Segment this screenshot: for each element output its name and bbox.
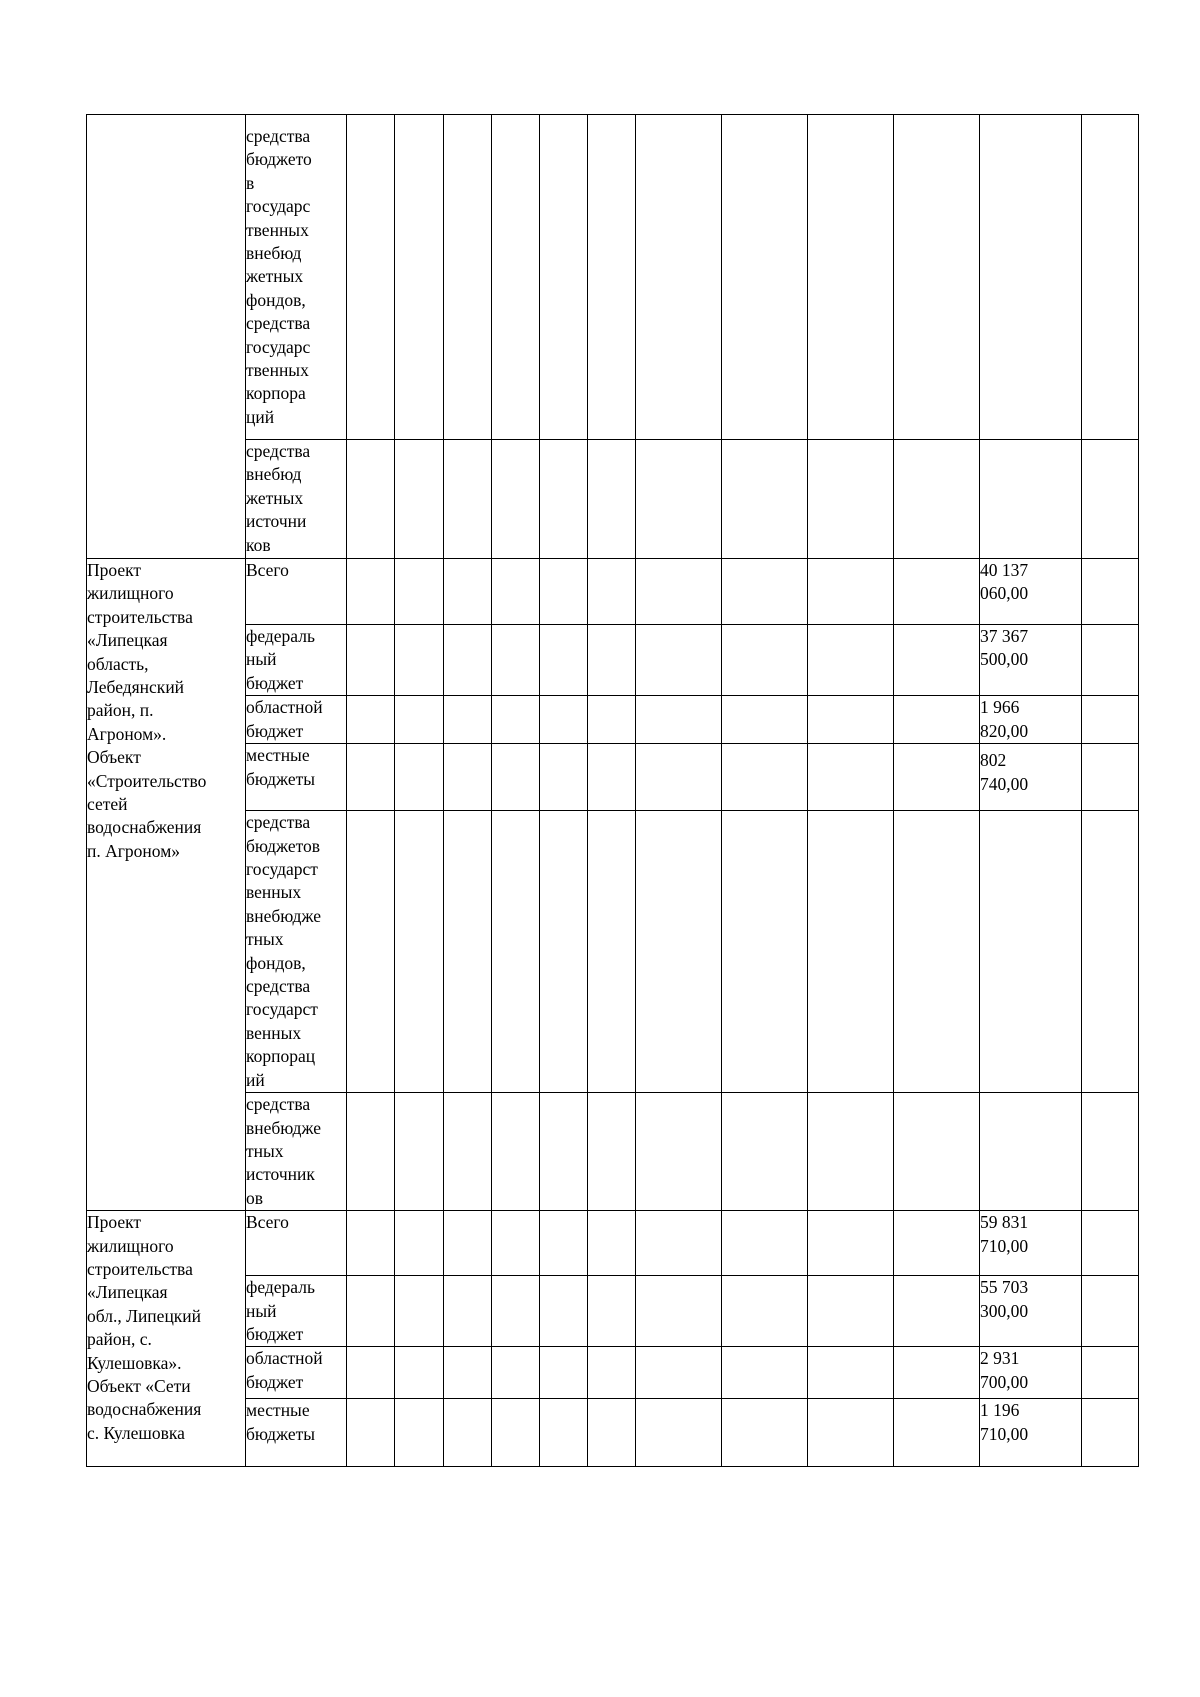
empty-cell bbox=[395, 1211, 444, 1276]
project-name-cell bbox=[87, 559, 246, 1211]
empty-cell bbox=[636, 1211, 722, 1276]
empty-cell bbox=[444, 811, 492, 1093]
empty-cell bbox=[1082, 1211, 1139, 1276]
empty-cell bbox=[347, 1276, 395, 1347]
funding-source-label: федераль ный бюджет bbox=[246, 626, 315, 693]
empty-cell bbox=[722, 1211, 808, 1276]
empty-cell bbox=[347, 811, 395, 1093]
empty-cell bbox=[722, 811, 808, 1093]
empty-cell bbox=[395, 1093, 444, 1211]
empty-cell bbox=[894, 1347, 980, 1399]
empty-cell bbox=[395, 1347, 444, 1399]
amount-value: 40 137 060,00 bbox=[980, 560, 1029, 604]
empty-cell bbox=[808, 1093, 894, 1211]
empty-cell bbox=[588, 696, 636, 744]
empty-cell bbox=[540, 559, 588, 625]
empty-cell bbox=[444, 625, 492, 696]
amount-cell bbox=[980, 115, 1082, 440]
funding-source-cell bbox=[246, 625, 347, 696]
empty-cell bbox=[492, 696, 540, 744]
funding-source-cell bbox=[246, 1093, 347, 1211]
empty-cell bbox=[636, 1347, 722, 1399]
empty-cell bbox=[588, 744, 636, 811]
empty-cell bbox=[808, 559, 894, 625]
empty-cell bbox=[722, 696, 808, 744]
empty-cell bbox=[722, 559, 808, 625]
empty-cell bbox=[444, 696, 492, 744]
amount-cell bbox=[980, 559, 1082, 625]
empty-cell bbox=[444, 115, 492, 440]
empty-cell bbox=[722, 744, 808, 811]
amount-cell bbox=[980, 1211, 1082, 1276]
empty-cell bbox=[395, 1276, 444, 1347]
empty-cell bbox=[1082, 1276, 1139, 1347]
amount-value: 802 740,00 bbox=[980, 750, 1029, 794]
empty-cell bbox=[636, 744, 722, 811]
empty-cell bbox=[808, 1399, 894, 1467]
project-name: Проект жилищного строительства «Липецкая область, Лебедянский район, п. Агроном». Объект «Строительство сетей водоснабжения п. Агроном» bbox=[87, 560, 207, 861]
empty-cell bbox=[894, 559, 980, 625]
funding-source-cell bbox=[246, 559, 347, 625]
project-name-cell bbox=[87, 1211, 246, 1467]
amount-cell bbox=[980, 811, 1082, 1093]
empty-cell bbox=[722, 115, 808, 440]
funding-source-label: средства бюджетов государст венных внебюдже тных фондов, средства государст венных корпорац ий bbox=[246, 812, 322, 1090]
empty-cell bbox=[444, 440, 492, 559]
empty-cell bbox=[395, 811, 444, 1093]
empty-cell bbox=[894, 1211, 980, 1276]
amount-cell bbox=[980, 696, 1082, 744]
empty-cell bbox=[444, 1093, 492, 1211]
amount-value: 1 196 710,00 bbox=[980, 1400, 1029, 1444]
empty-cell bbox=[588, 440, 636, 559]
empty-cell bbox=[395, 744, 444, 811]
empty-cell bbox=[808, 1347, 894, 1399]
empty-cell bbox=[722, 1093, 808, 1211]
empty-cell bbox=[540, 625, 588, 696]
empty-cell bbox=[588, 115, 636, 440]
empty-cell bbox=[894, 1399, 980, 1467]
empty-cell bbox=[540, 115, 588, 440]
empty-cell bbox=[347, 1211, 395, 1276]
empty-cell bbox=[808, 1276, 894, 1347]
empty-cell bbox=[894, 744, 980, 811]
empty-cell bbox=[492, 115, 540, 440]
empty-cell bbox=[540, 744, 588, 811]
empty-cell bbox=[395, 440, 444, 559]
empty-cell bbox=[492, 811, 540, 1093]
empty-cell bbox=[444, 1347, 492, 1399]
empty-cell bbox=[492, 1347, 540, 1399]
empty-cell bbox=[444, 1276, 492, 1347]
funding-source-cell bbox=[246, 744, 347, 811]
empty-cell bbox=[492, 1093, 540, 1211]
empty-cell bbox=[540, 1399, 588, 1467]
empty-cell bbox=[1082, 811, 1139, 1093]
empty-cell bbox=[1082, 440, 1139, 559]
empty-cell bbox=[395, 625, 444, 696]
empty-cell bbox=[492, 1276, 540, 1347]
funding-source-label: Всего bbox=[246, 560, 289, 580]
funding-source-label: местные бюджеты bbox=[246, 745, 316, 789]
table-row bbox=[87, 559, 1139, 625]
amount-value: 1 966 820,00 bbox=[980, 697, 1029, 741]
amount-cell bbox=[980, 744, 1082, 811]
empty-cell bbox=[1082, 696, 1139, 744]
empty-cell bbox=[894, 625, 980, 696]
empty-cell bbox=[347, 115, 395, 440]
empty-cell bbox=[808, 115, 894, 440]
funding-source-label: средства внебюд жетных источни ков bbox=[246, 441, 311, 555]
funding-source-label: областной бюджет bbox=[246, 697, 323, 741]
table-row bbox=[87, 115, 1139, 440]
empty-cell bbox=[540, 1276, 588, 1347]
empty-cell bbox=[395, 1399, 444, 1467]
empty-cell bbox=[444, 1399, 492, 1467]
empty-cell bbox=[540, 440, 588, 559]
empty-cell bbox=[395, 559, 444, 625]
empty-cell bbox=[540, 1093, 588, 1211]
empty-cell bbox=[347, 1399, 395, 1467]
empty-cell bbox=[808, 744, 894, 811]
empty-cell bbox=[347, 1093, 395, 1211]
empty-cell bbox=[722, 625, 808, 696]
empty-cell bbox=[808, 811, 894, 1093]
empty-cell bbox=[492, 625, 540, 696]
empty-cell bbox=[588, 559, 636, 625]
empty-cell bbox=[444, 559, 492, 625]
empty-cell bbox=[1082, 625, 1139, 696]
funding-source-label: областной бюджет bbox=[246, 1348, 323, 1392]
empty-cell bbox=[808, 625, 894, 696]
empty-cell bbox=[347, 625, 395, 696]
empty-cell bbox=[588, 1347, 636, 1399]
empty-cell bbox=[444, 744, 492, 811]
funding-source-label: федераль ный бюджет bbox=[246, 1277, 315, 1344]
empty-cell bbox=[492, 744, 540, 811]
project-name: Проект жилищного строительства «Липецкая обл., Липецкий район, с. Кулешовка». Объект «Сети водоснабжения с. Кулешовка bbox=[87, 1212, 202, 1443]
empty-cell bbox=[722, 1399, 808, 1467]
empty-cell bbox=[588, 1276, 636, 1347]
empty-cell bbox=[636, 625, 722, 696]
budget-table bbox=[86, 114, 1139, 1467]
empty-cell bbox=[636, 811, 722, 1093]
empty-cell bbox=[347, 440, 395, 559]
empty-cell bbox=[1082, 559, 1139, 625]
funding-source-cell bbox=[246, 1399, 347, 1467]
amount-cell bbox=[980, 625, 1082, 696]
empty-cell bbox=[588, 1399, 636, 1467]
funding-source-cell bbox=[246, 696, 347, 744]
amount-value: 37 367 500,00 bbox=[980, 626, 1029, 670]
funding-source-cell bbox=[246, 440, 347, 559]
funding-source-label: местные бюджеты bbox=[246, 1400, 316, 1444]
empty-cell bbox=[540, 696, 588, 744]
empty-cell bbox=[492, 559, 540, 625]
funding-source-cell bbox=[246, 115, 347, 440]
empty-cell bbox=[347, 559, 395, 625]
empty-cell bbox=[722, 1276, 808, 1347]
empty-cell bbox=[588, 1211, 636, 1276]
empty-cell bbox=[395, 696, 444, 744]
empty-cell bbox=[492, 1211, 540, 1276]
empty-cell bbox=[1082, 1399, 1139, 1467]
empty-cell bbox=[894, 1276, 980, 1347]
empty-cell bbox=[636, 1276, 722, 1347]
empty-cell bbox=[722, 1347, 808, 1399]
empty-cell bbox=[588, 1093, 636, 1211]
empty-cell bbox=[444, 1211, 492, 1276]
funding-source-cell bbox=[246, 1276, 347, 1347]
table-row bbox=[87, 1211, 1139, 1276]
empty-cell bbox=[540, 1211, 588, 1276]
empty-cell bbox=[540, 811, 588, 1093]
empty-cell bbox=[636, 1399, 722, 1467]
empty-cell bbox=[347, 744, 395, 811]
amount-cell bbox=[980, 440, 1082, 559]
amount-cell bbox=[980, 1399, 1082, 1467]
empty-cell bbox=[636, 115, 722, 440]
empty-cell bbox=[588, 625, 636, 696]
empty-cell bbox=[636, 440, 722, 559]
empty-cell bbox=[894, 440, 980, 559]
funding-source-cell bbox=[246, 1211, 347, 1276]
funding-source-cell bbox=[246, 811, 347, 1093]
empty-cell bbox=[894, 811, 980, 1093]
amount-value: 55 703 300,00 bbox=[980, 1277, 1029, 1321]
empty-cell bbox=[894, 1093, 980, 1211]
empty-cell bbox=[347, 696, 395, 744]
funding-source-label: средства внебюдже тных источник ов bbox=[246, 1094, 322, 1208]
empty-cell bbox=[1082, 115, 1139, 440]
empty-cell bbox=[1082, 744, 1139, 811]
empty-cell bbox=[894, 115, 980, 440]
empty-cell bbox=[636, 696, 722, 744]
funding-source-label: средства бюджето в государс твенных внебюд жетных фондов, средства государс твенных корпора ций bbox=[246, 126, 312, 427]
empty-cell bbox=[492, 1399, 540, 1467]
amount-cell bbox=[980, 1276, 1082, 1347]
empty-cell bbox=[1082, 1093, 1139, 1211]
funding-source-cell bbox=[246, 1347, 347, 1399]
amount-cell bbox=[980, 1093, 1082, 1211]
empty-cell bbox=[722, 440, 808, 559]
empty-cell bbox=[347, 1347, 395, 1399]
amount-value: 2 931 700,00 bbox=[980, 1348, 1029, 1392]
empty-cell bbox=[808, 696, 894, 744]
empty-cell bbox=[636, 559, 722, 625]
empty-cell bbox=[808, 1211, 894, 1276]
empty-cell bbox=[588, 811, 636, 1093]
empty-cell bbox=[492, 440, 540, 559]
empty-cell bbox=[808, 440, 894, 559]
empty-cell bbox=[894, 696, 980, 744]
amount-cell bbox=[980, 1347, 1082, 1399]
project-name-cell bbox=[87, 115, 246, 559]
amount-value: 59 831 710,00 bbox=[980, 1212, 1029, 1256]
funding-source-label: Всего bbox=[246, 1212, 289, 1233]
empty-cell bbox=[540, 1347, 588, 1399]
empty-cell bbox=[395, 115, 444, 440]
empty-cell bbox=[1082, 1347, 1139, 1399]
empty-cell bbox=[636, 1093, 722, 1211]
